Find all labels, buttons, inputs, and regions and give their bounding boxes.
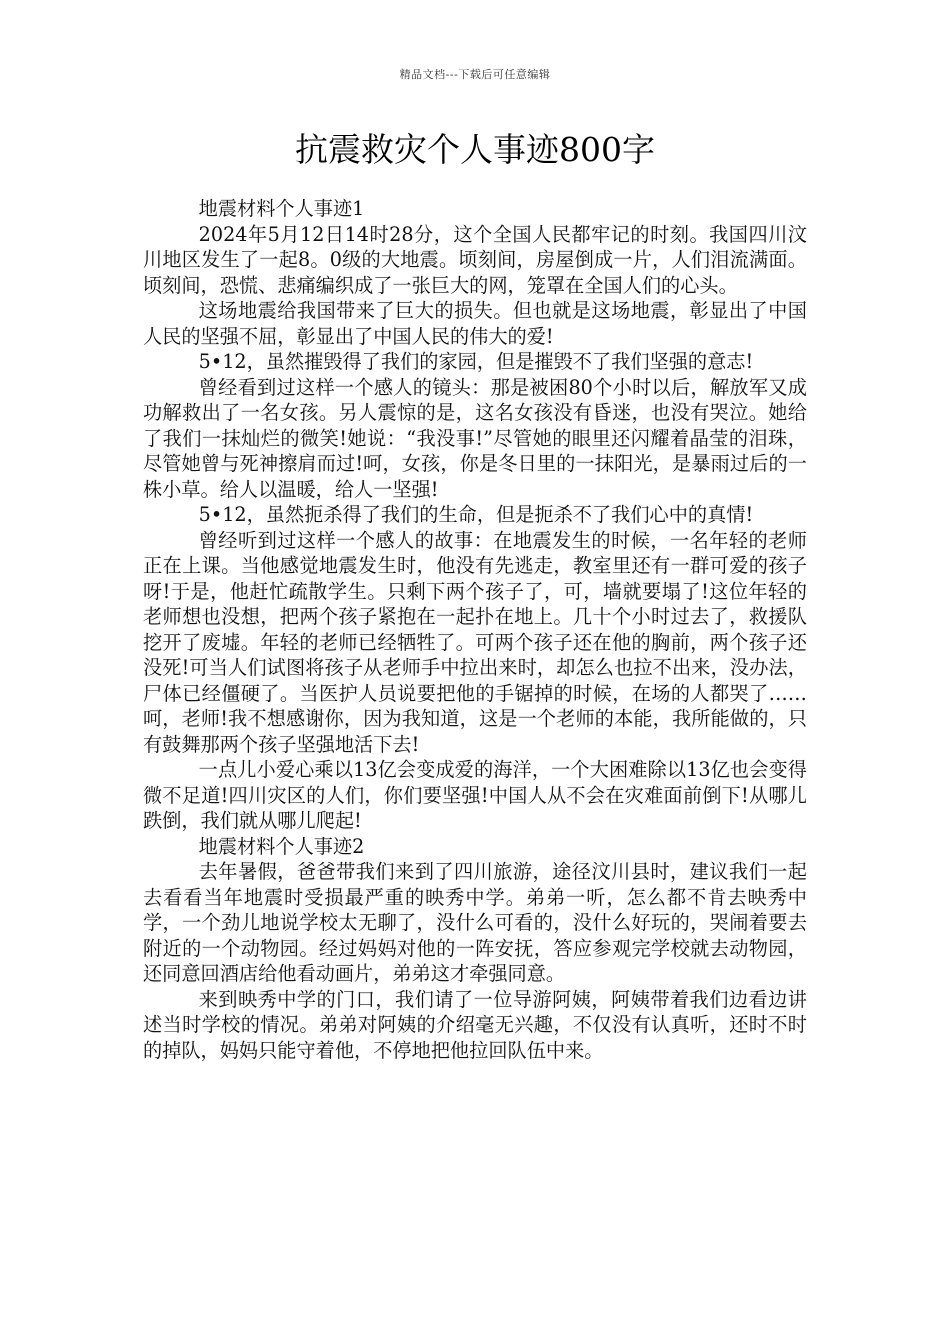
- document-body: [143, 196, 807, 1063]
- paragraph: 曾经听到过这样一个感人的故事：在地震发生的时候，一名年轻的老师正在上课。当他感觉地震发生时，他没有先逃走，教室里还有一群可爱的孩子呀!于是，他赶忙疏散学生。只剩下两个孩子了，可，墙就要塌了!这位年轻的老师想也没想，把两个孩子紧抱在一起扑在地上。几十个小时过去了，救援队挖开了废墟。年轻的老师已经牺牲了。可两个孩子还在他的胸前，两个孩子还没死!可当人们试图将孩子从老师手中拉出来时，却怎么也拉不出来，没办法，尸体已经僵硬了。当医护人员说要把他的手锯掉的时候，在场的人都哭了……呵，老师!我不想感谢你，因为我知道，这是一个老师的本能，我所能做的，只有鼓舞那两个孩子坚强地活下去!: [143, 528, 807, 756]
- page-header: 精品文档---下载后可任意编辑: [399, 68, 551, 81]
- document-title: 抗震救灾个人事迹800字: [295, 130, 655, 169]
- paragraph: 曾经看到过这样一个感人的镜头：那是被困80个小时以后，解放军又成功解救出了一名女孩。另人震惊的是，这名女孩没有昏迷，也没有哭泣。她给了我们一抹灿烂的微笑!她说：“我没事!”尽管她的眼里还闪耀着晶莹的泪珠，尽管她曾与死神擦肩而过!呵，女孩，你是冬日里的一抹阳光，是暴雨过后的一株小草。给人以温暖，给人一坚强!: [143, 375, 807, 501]
- section-heading-2: 地震材料个人事迹2: [198, 834, 365, 858]
- paragraph: 一点儿小爱心乘以13亿会变成爱的海洋，一个大困难除以13亿也会变得微不足道!四川灾区的人们，你们要坚强!中国人从不会在灾难面前倒下!从哪儿跌倒，我们就从哪儿爬起!: [143, 758, 807, 832]
- paragraph: 5•12，虽然扼杀得了我们的生命，但是扼杀不了我们心中的真情!: [198, 503, 754, 526]
- paragraph: 这场地震给我国带来了巨大的损失。但也就是这场地震，彰显出了中国人民的坚强不屈，彰显出了中国人民的伟大的爱!: [143, 299, 807, 348]
- paragraph: 5•12，虽然摧毁得了我们的家园，但是摧毁不了我们坚强的意志!: [198, 350, 754, 373]
- section-heading-1: 地震材料个人事迹1: [198, 197, 365, 220]
- paragraph: 2024年5月12日14时28分，这个全国人民都牢记的时刻。我国四川汶川地区发生了一起8。0级的大地震。顷刻间，房屋倒成一片，人们泪流满面。顷刻间，恐慌、悲痛编织成了一张巨大的网，笼罩在全国人们的心头。: [143, 222, 807, 297]
- paragraph: 来到映秀中学的门口，我们请了一位导游阿姨，阿姨带着我们边看边讲述当时学校的情况。弟弟对阿姨的介绍毫无兴趣，不仅没有认真听，还时不时的掉队，妈妈只能守着他，不停地把他拉回队伍中来。: [143, 987, 807, 1062]
- paragraph: 去年暑假，爸爸带我们来到了四川旅游，途径汶川县时，建议我们一起去看看当年地震时受损最严重的映秀中学。弟弟一听，怎么都不肯去映秀中学，一个劲儿地说学校太无聊了，没什么可看的，没什么好玩的，哭闹着要去附近的一个动物园。经过妈妈对他的一阵安抚，答应参观完学校就去动物园，还同意回酒店给他看动画片，弟弟这才牵强同意。: [143, 860, 807, 985]
